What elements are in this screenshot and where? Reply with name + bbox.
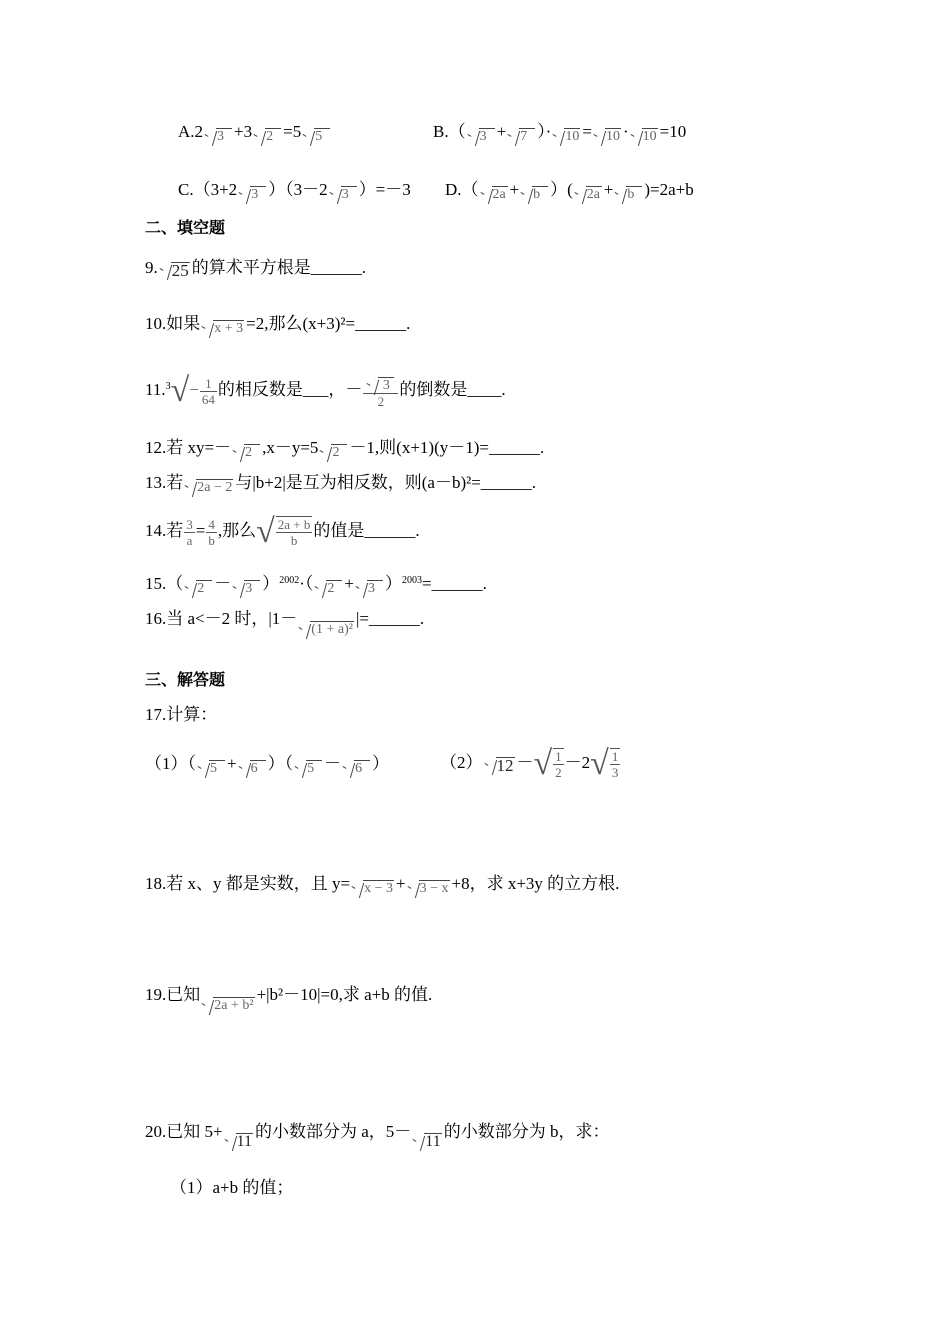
sqrt-10: 10 [631, 128, 658, 144]
q20-text-2: 的小数部分为 a，5－ [255, 1122, 412, 1141]
option-d [445, 178, 694, 202]
q15-part: 15.（ [145, 574, 184, 593]
option-a [178, 120, 332, 144]
sqrt-2: 2 [254, 128, 281, 144]
sqrt-3: 3 [205, 128, 232, 144]
question-20 [145, 1120, 609, 1149]
fraction-1-3: $\frac{1}{3}$ [611, 749, 619, 781]
sqrt-11: 11 [413, 1133, 441, 1149]
sqrt-5: 5 [198, 760, 225, 776]
option-a-label: A.2 [178, 122, 204, 141]
option-c-label: C.（3+2 [178, 180, 238, 199]
eq-10: =10 [659, 122, 687, 141]
plus-3: +3 [234, 122, 253, 141]
section-answer-title: 三、解答题 [145, 670, 226, 689]
question-9 [145, 256, 366, 280]
q17-p2-part: － [516, 753, 534, 772]
question-12 [145, 436, 544, 460]
fraction-4-b: $\frac{4}{b}$ [208, 516, 215, 548]
q17-p1-part: － [324, 754, 342, 773]
option-d-mid: ）( [550, 180, 573, 199]
q15-part: ） [385, 574, 403, 593]
sqrt-2a: 2a [575, 186, 602, 202]
q15-part: =______. [422, 574, 487, 593]
exponent-2003: 2003 [402, 575, 423, 586]
sqrt-10: 10 [594, 128, 621, 144]
eq-5: =5 [283, 122, 302, 141]
option-b-label: B.（ [433, 122, 466, 141]
exponent-2002: 2002 [279, 575, 300, 586]
sqrt-12: 12 [485, 757, 515, 773]
question-11 [145, 362, 506, 416]
option-b [433, 120, 686, 144]
q14-text-1: 14.若 [145, 521, 184, 540]
q11-text-1: 的相反数是___， [217, 380, 346, 399]
sqrt-b: b [615, 186, 642, 202]
q15-part: － [214, 574, 232, 593]
question-10 [145, 312, 410, 336]
sqrt-3: 3 [239, 186, 266, 202]
fraction-3-a: $\frac{3}{a}$ [186, 516, 193, 548]
q9-number: 9. [145, 258, 158, 277]
sqrt-2: 2 [320, 444, 347, 460]
sqrt-2a-minus-2: 2a − 2 [185, 479, 233, 495]
fraction-2a-plus-b-over-b: $\frac{2a + b}{b}$ [277, 517, 311, 549]
radical-sign: √ [256, 513, 275, 551]
radical-sign: √ [590, 745, 609, 783]
sqrt-5: 5 [303, 128, 330, 144]
q15-part: ） [262, 574, 280, 593]
q11-text-2: 的倒数是____. [399, 380, 506, 399]
fraction-1-2: $\frac{1}{2}$ [555, 749, 562, 781]
question-14 [145, 508, 420, 555]
q13-text-2: 与|b+2|是互为相反数，则(a－b)²=______. [235, 473, 537, 492]
q20-text-3: 的小数部分为 b，求： [443, 1122, 610, 1141]
q19-text-1: 19.已知 [145, 985, 201, 1004]
sqrt-2: 2 [185, 580, 212, 596]
sqrt-3: 3 [233, 580, 260, 596]
q17-p2-part: －2 [564, 753, 591, 772]
sqrt-25: 25 [160, 262, 190, 278]
sqrt-6: 6 [343, 760, 370, 776]
q15-part: + [344, 574, 355, 593]
plus: + [509, 180, 520, 199]
sqrt-2: 2 [233, 444, 260, 460]
sqrt-x-minus-3: x − 3 [352, 880, 394, 896]
q12-text-1: 12.若 xy=－ [145, 438, 232, 457]
q17-p1-part: ）（ [267, 754, 294, 773]
sqrt-2a: 2a [481, 186, 508, 202]
option-c-end: ）=－3 [358, 180, 411, 199]
neg-sign: − [189, 380, 199, 399]
q20-text-1: 20.已知 5+ [145, 1122, 223, 1141]
question-17-part-2 [440, 740, 621, 787]
plus: + [496, 122, 507, 141]
cube-root-index: 3 [165, 381, 171, 392]
sqrt-7: 7 [508, 128, 535, 144]
q14-text-3: 的值是______. [313, 521, 420, 540]
close-dot: ）· [537, 122, 552, 141]
q17-p2-part: （2） [440, 753, 483, 772]
q18-plus: + [396, 874, 406, 893]
q9-text: 的算术平方根是______. [191, 258, 366, 277]
option-c [178, 178, 411, 202]
dot: · [622, 122, 629, 141]
question-20-part-1: （1）a+b 的值； [170, 1178, 294, 1197]
q16-text-1: 16.当 a<－2 时，|1－ [145, 609, 298, 628]
q14-text-2: ,那么 [217, 521, 257, 540]
q17-p1-part: ） [372, 754, 390, 773]
fraction-sqrt3-2: $\frac{3}{2}$ [363, 374, 398, 409]
sqrt-10: 10 [553, 128, 580, 144]
sqrt-5: 5 [295, 760, 322, 776]
q12-text-3: －1,则(x+1)(y－1)=______. [349, 438, 545, 457]
eq: = [582, 122, 592, 141]
plus: + [603, 180, 614, 199]
q16-text-2: |=______. [355, 609, 425, 628]
sqrt-11: 11 [225, 1133, 253, 1149]
radical-sign: √ [533, 745, 553, 783]
q15-part: ·（ [299, 574, 314, 593]
q19-text-2: +|b²－10|=0,求 a+b 的值. [256, 985, 433, 1004]
q10-number: 10.如果 [145, 314, 201, 333]
question-17-title: 17.计算： [145, 705, 218, 724]
sqrt-6: 6 [239, 760, 266, 776]
question-19 [145, 983, 432, 1013]
sqrt-1-plus-a-squared: (1 + a)² [299, 621, 354, 637]
option-d-end: )=2a+b [644, 180, 694, 199]
sqrt-3: 3 [468, 128, 495, 144]
question-15 [145, 569, 487, 596]
sqrt-x-plus-3: x + 3 [202, 320, 244, 336]
q17-p1-part: （1）（ [145, 754, 196, 773]
sqrt-3: 3 [356, 580, 383, 596]
sqrt-3: 3 [330, 186, 357, 202]
q13-text-1: 13.若 [145, 473, 184, 492]
eq: = [195, 521, 206, 540]
sqrt-b: b [521, 186, 548, 202]
question-16 [145, 607, 424, 637]
q11-number: 11. [145, 380, 166, 399]
question-18 [145, 872, 619, 896]
question-17-part-1 [145, 752, 389, 776]
radical-sign: √ [170, 372, 190, 410]
sqrt-3-minus-x: 3 − x [408, 880, 450, 896]
q10-text: =2,那么(x+3)²=______. [246, 314, 411, 333]
q17-p1-part: + [227, 754, 237, 773]
option-c-mid: ）（3－2 [268, 180, 328, 199]
sqrt-2: 2 [315, 580, 342, 596]
question-13 [145, 471, 536, 495]
sqrt-2a-plus-b-squared: 2a + b² [202, 997, 254, 1013]
section-fill-in-title: 二、填空题 [145, 218, 226, 237]
fraction-1-64: $\frac{1}{64}$ [201, 375, 215, 407]
option-d-label: D.（ [445, 180, 479, 199]
q18-text-1: 18.若 x、y 都是实数，且 y= [145, 874, 351, 893]
q12-text-2: ,x－y=5 [262, 438, 319, 457]
minus: － [345, 380, 363, 399]
q18-text-2: +8，求 x+3y 的立方根. [451, 874, 620, 893]
